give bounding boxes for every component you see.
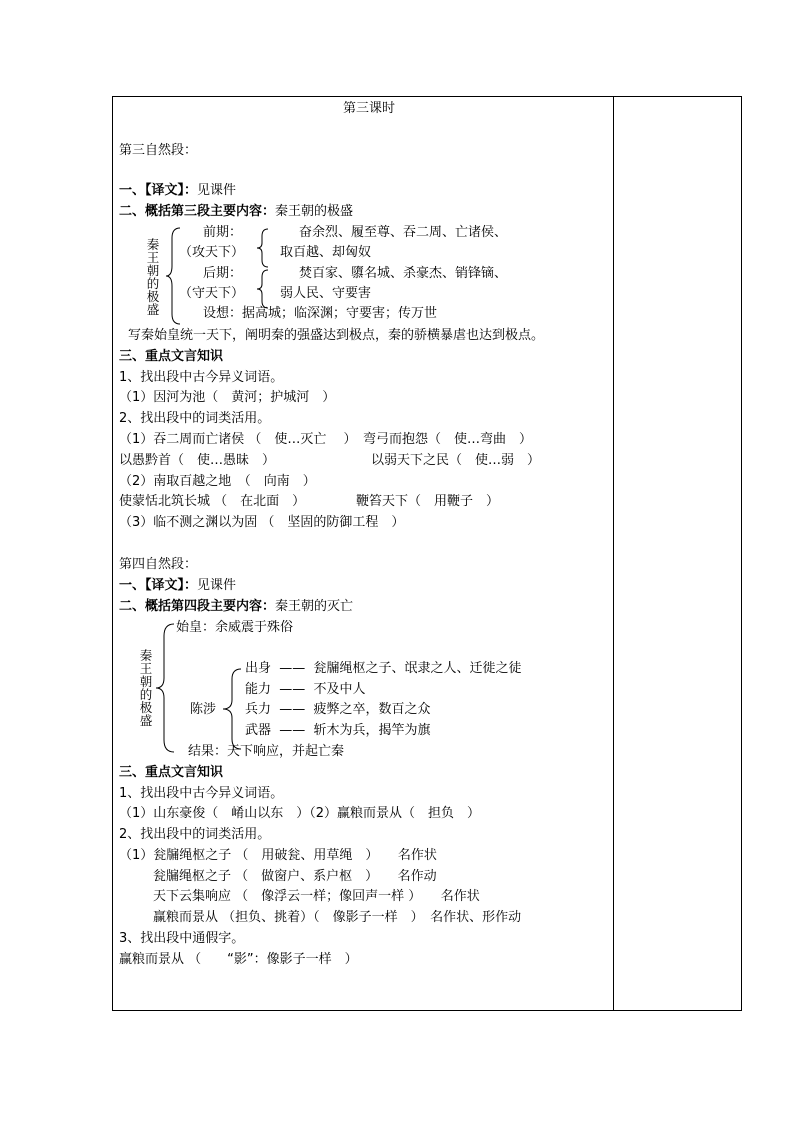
answer-2e-3: 使蒙恬北筑长城 （ 在北面 ） [119,494,306,509]
chensheng-label: 陈涉 [190,702,217,717]
summary-line-4: 二、概括第四段主要内容：秦王朝的灭亡 [119,599,354,614]
late-line-2: 弱人民、守要害 [280,286,372,301]
late-sub: （守天下） [179,286,245,301]
question-3-4: 3、找出段中通假字。 [119,931,245,946]
row-ability: 能力 —— 不及中人 [245,682,366,697]
answer-2b-4: 瓮牖绳枢之子 （ 做窗户、系户枢 ） 名作动 [153,869,437,884]
late-label: 后期： [203,266,243,281]
answer-2c-4: 天下云集响应 （ 像浮云一样；像回声一样 ） 名作状 [153,889,480,904]
vertical-label-4: 秦 王 朝 的 极 盛 [139,648,153,728]
late-brace [256,269,270,309]
question-2-4: 2、找出段中的词类活用。 [119,827,271,842]
row-weapons: 武器 —— 斩木为兵，揭竿为旗 [245,723,431,738]
row-origin: 出身 —— 瓮牖绳枢之子、氓隶之人、迁徙之徒 [245,661,522,676]
question-2-3: 2、找出段中的词类活用。 [119,411,271,426]
answer-3-4: 赢粮而景从 （ “影”：像影子一样 ） [119,952,358,967]
late-line-1: 焚百家、隳名城、杀豪杰、销锋镝、 [299,266,508,281]
section-heading-4: 第四自然段： [119,557,198,572]
idea-line: 设想：据高城；临深渊；守要害；传万世 [203,306,438,321]
early-line-1: 奋余烈、履至尊、吞二周、亡诸侯、 [299,225,508,240]
translation-line-3: 一、【译文】：见课件 [119,183,237,198]
answer-2f-3: 鞭笞天下（ 用鞭子 ） [356,494,500,509]
answer-1-3: （1）因河为池（ 黄河；护城河 ） [119,390,336,405]
row-troops: 兵力 —— 疲弊之卒，数百之众 [245,702,431,717]
outer-brace-3 [166,226,186,326]
lesson-title: 第三课时 [343,101,396,116]
answer-2a-4: （1）瓮牖绳枢之子 （ 用破瓮、用草绳 ） 名作状 [119,848,437,863]
table-column-divider [613,96,614,1011]
answer-2c-3: 以弱天下之民（ 使…弱 ） [371,453,541,468]
section-heading-3: 第三自然段： [119,143,198,158]
outer-brace-4 [156,622,178,754]
emperor-line: 始皇：余威震于殊俗 [176,620,294,635]
early-brace [256,228,270,268]
answer-2a-3: （1）吞二周而亡诸侯 （ 使…灭亡 ） 弯弓而抱怨（ 使…弯曲 ） [119,432,533,447]
knowledge-heading-3: 三、重点文言知识 [119,349,224,364]
early-label: 前期： [203,225,243,240]
summary-sentence: 写秦始皇统一天下，阐明秦的强盛达到极点，秦的骄横暴虐也达到极点。 [128,328,545,343]
question-1-4: 1、找出段中古今异义词语。 [119,786,284,801]
vertical-label-3: 秦 王 朝 的 极 盛 [146,237,160,317]
result-line: 结果：天下响应，并起亡秦 [188,744,345,759]
translation-line-4: 一、【译文】：见课件 [119,578,237,593]
early-line-2: 取百越、却匈奴 [280,245,372,260]
answer-2d-4: 赢粮而景从 （担负、挑着）（ 像影子一样 ） 名作状、形作动 [153,910,522,925]
chensheng-brace [221,667,243,751]
answer-2b-3: 以愚黔首（ 使…愚昧 ） [119,453,276,468]
answer-1-4: （1）山东豪俊（ 崤山以东 ）（2）赢粮而景从（ 担负 ） [119,806,481,821]
early-sub: （攻天下） [179,245,245,260]
answer-2d-3: （2）南取百越之地 （ 向南 ） [119,474,316,489]
question-1-3: 1、找出段中古今异义词语。 [119,370,284,385]
knowledge-heading-4: 三、重点文言知识 [119,765,224,780]
summary-line-3: 二、概括第三段主要内容：秦王朝的极盛 [119,204,354,219]
answer-2g-3: （3）临不测之渊以为固 （ 坚固的防御工程 ） [119,515,405,530]
